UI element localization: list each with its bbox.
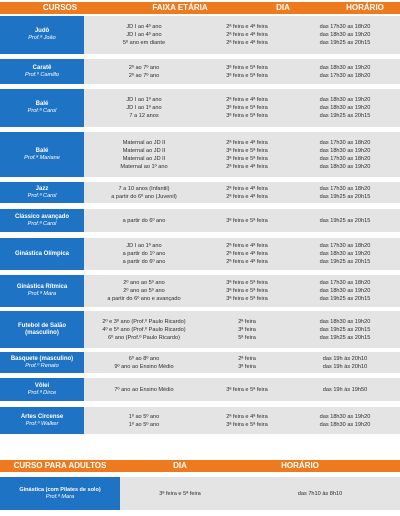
course-professor: Prof.ª Carol — [27, 192, 57, 199]
course-row — [0, 378, 400, 401]
time-slot: das 18h30 as 19h20 — [319, 32, 371, 38]
time-slot: das 19h25 as 20h15 — [319, 40, 371, 46]
age-range: JD I ao 1º ano — [126, 97, 162, 103]
time-slot: das 17h30 as 18h20 — [319, 280, 371, 286]
time-slot: das 18h30 as 19h20 — [319, 251, 371, 257]
course-row — [0, 352, 400, 373]
weekdays: 2ª feira e 4ª feira — [226, 413, 268, 420]
schedule-line — [84, 193, 400, 201]
age-range: 6º ao 8º ano — [128, 355, 160, 362]
weekdays: 3ª feira — [238, 363, 256, 370]
weekdays: 2ª feira e 4ª feira — [226, 243, 268, 249]
age-range: JD I ao 4º ano — [126, 32, 162, 38]
adult-course-professor: Prof.ª Mara — [45, 493, 75, 500]
schedule-line — [84, 112, 400, 120]
course-name: Vôlei — [34, 382, 50, 389]
schedule-line — [84, 386, 400, 394]
course-row — [0, 59, 400, 84]
age-range: Maternal ao JD II — [122, 147, 166, 154]
adult-header-horario: HORÁRIO — [281, 461, 319, 470]
time-slot: das 17h30 as 18h20 — [319, 139, 371, 146]
adult-course-schedule — [120, 477, 400, 510]
age-range: 2º ano ao 5º ano — [123, 280, 165, 286]
schedule-line — [84, 318, 400, 326]
age-range: a partir do 6º ano — [122, 217, 166, 224]
weekdays: 2ª feira — [238, 355, 256, 362]
course-schedule — [84, 16, 400, 54]
course-name: Balé — [35, 101, 49, 107]
weekdays: 2ª feira e 4ª feira — [226, 185, 268, 192]
weekdays: 2ª feira e 4ª feira — [226, 40, 268, 46]
weekdays: 5ª feira — [238, 334, 256, 341]
time-slot: das 19h25 as 20h15 — [319, 113, 371, 119]
time-slot: das 17h30 as 18h20 — [319, 72, 371, 79]
time-slot: das 18h30 as 19h20 — [319, 64, 371, 71]
schedule-line — [84, 23, 400, 31]
age-range: 9º ano ao Ensino Médio — [114, 363, 174, 370]
schedule-line — [84, 258, 400, 266]
course-row — [0, 209, 400, 232]
course-row — [0, 16, 400, 54]
schedule-line — [84, 217, 400, 225]
schedule-line — [84, 250, 400, 258]
schedule-line — [84, 287, 400, 295]
schedule-line — [84, 39, 400, 47]
schedule-line — [84, 355, 400, 363]
course-name: Futebol de Salão (masculino) — [17, 322, 66, 336]
course-row — [0, 238, 400, 270]
course-name: Judô — [34, 28, 50, 34]
age-range: Maternal ao JD II — [122, 155, 166, 162]
time-slot: das 19h às 20h10 — [322, 355, 368, 362]
course-name-cell — [0, 89, 84, 127]
schedule-line — [84, 31, 400, 39]
time-slot: das 19h25 as 20h15 — [319, 259, 371, 265]
weekdays: 3ª feira — [238, 326, 256, 333]
weekdays: 2ª feira — [238, 318, 256, 325]
course-name-cell — [0, 132, 84, 177]
age-range: JD I ao 4º ano — [126, 24, 162, 30]
schedule-line — [84, 326, 400, 334]
time-slot: das 18h30 as 19h20 — [319, 163, 371, 170]
adult-header-curso: CURSO PARA ADULTOS — [13, 461, 107, 470]
header-horario: HORÁRIO — [346, 3, 384, 12]
course-schedule — [84, 352, 400, 373]
age-range: 1º ao 5º ano — [128, 413, 160, 420]
weekdays: 3ª feira e 5ª feira — [226, 105, 268, 111]
time-slot: das 18h30 as 19h20 — [319, 105, 371, 111]
schedule-line — [84, 363, 400, 371]
course-row — [0, 182, 400, 203]
age-range: JD I ao 1º ano — [126, 105, 162, 111]
schedule-line — [84, 295, 400, 303]
course-schedule — [84, 407, 400, 434]
adult-course-name: Ginástica (com Pilates de solo) — [19, 486, 101, 493]
age-range: 7º ano ao Ensino Médio — [114, 386, 174, 393]
course-schedule — [84, 275, 400, 307]
weekdays: 2ª feira e 4ª feira — [226, 139, 268, 146]
course-name-cell — [0, 275, 84, 307]
time-slot: das 18h30 as 19h20 — [319, 413, 371, 420]
weekdays: 3ª feira e 5ª feira — [226, 155, 268, 162]
course-professor: Prof.ª Dirce — [27, 389, 57, 396]
schedule-line — [84, 139, 400, 147]
adult-header-dia: DIA — [173, 461, 187, 470]
adult-course-name-cell — [0, 477, 120, 510]
adult-time-slot: das 7h10 às 8h10 — [297, 490, 343, 497]
age-range: 2º e 3º ano (Prof.º Paulo Ricardo) — [102, 318, 186, 325]
time-slot: das 18h30 as 19h20 — [319, 318, 371, 325]
age-range: 6º ano (Prof.º Paulo Ricardo) — [108, 334, 180, 341]
age-range: 2º ao 7º ano — [128, 64, 160, 71]
time-slot: das 19h às 20h10 — [322, 363, 368, 370]
weekdays: 2ª feira e 4ª feira — [226, 259, 268, 265]
age-range: JD I ao 1º ano — [126, 243, 162, 249]
course-professor: Prof.º Walker — [25, 420, 59, 427]
time-slot: das 19h25 as 20h15 — [319, 217, 371, 224]
course-name: Jazz — [35, 185, 49, 192]
adult-weekdays: 3ª feira e 5ª feira — [159, 490, 201, 497]
course-name-cell — [0, 407, 84, 434]
schedule-line — [84, 147, 400, 155]
weekdays: 2ª feira e 4ª feira — [226, 251, 268, 257]
schedule-line — [84, 421, 400, 429]
schedule-line — [84, 334, 400, 342]
course-schedule — [84, 378, 400, 401]
age-range: 7 a 10 anos (Infantil) — [118, 185, 170, 192]
course-name-cell — [0, 311, 84, 348]
course-name-cell — [0, 59, 84, 84]
age-range: 7 a 12 anos — [129, 113, 159, 119]
course-professor: Prof.ª Carol — [27, 108, 57, 114]
course-row — [0, 132, 400, 177]
course-schedule — [84, 238, 400, 270]
course-schedule — [84, 311, 400, 348]
course-name: Artes Circense — [20, 413, 64, 420]
header-cursos: CURSOS — [42, 3, 78, 12]
weekdays: 2ª feira e 4ª feira — [226, 24, 268, 30]
time-slot: das 18h30 as 19h20 — [319, 288, 371, 294]
course-name-cell — [0, 238, 84, 270]
course-name: Balé — [35, 147, 49, 154]
course-professor: Prof.ª Mariane — [24, 154, 60, 161]
course-schedule — [84, 59, 400, 84]
time-slot: das 17h30 as 18h20 — [319, 243, 371, 249]
schedule-line — [84, 104, 400, 112]
adult-schedule-line — [120, 490, 400, 498]
course-schedule — [84, 132, 400, 177]
weekdays: 2ª feira e 4ª feira — [226, 163, 268, 170]
weekdays: 3ª feira e 5ª feira — [226, 64, 268, 71]
age-range: a partir do 6º ano — [122, 259, 166, 265]
table-header — [0, 2, 400, 14]
course-professor: Prof.º Renato — [25, 362, 59, 369]
course-row — [0, 311, 400, 348]
course-name-cell — [0, 16, 84, 54]
course-professor: Prof.ª Mara — [27, 291, 57, 297]
weekdays: 2ª feira e 4ª feira — [226, 193, 268, 200]
age-range: 4º e 5º ano (Prof.º Paulo Ricardo) — [102, 326, 186, 333]
schedule-line — [84, 64, 400, 72]
schedule-line — [84, 413, 400, 421]
schedule-line — [84, 96, 400, 104]
course-name: Clássico avançado — [14, 213, 70, 220]
course-name: Basquete (masculino) — [10, 355, 74, 362]
course-professor: Prof.ª Carol — [27, 220, 57, 227]
time-slot: das 19h25 as 20h15 — [319, 334, 371, 341]
time-slot: das 18h30 as 19h20 — [319, 97, 371, 103]
weekdays: 2ª feira e 4ª feira — [226, 97, 268, 103]
course-row — [0, 89, 400, 127]
time-slot: das 18h30 as 19h20 — [319, 147, 371, 154]
age-range: a partir do 6º ano e avançado — [107, 296, 181, 302]
header-dia: DIA — [276, 3, 290, 12]
schedule-line — [84, 72, 400, 80]
weekdays: 3ª feira e 5ª feira — [226, 217, 268, 224]
course-name-cell — [0, 182, 84, 203]
adult-course-row — [0, 477, 400, 510]
age-range: a partir do 1º ano — [122, 251, 166, 257]
course-name: Ginástica Olímpica — [14, 250, 70, 257]
weekdays: 3ª feira e 5ª feira — [226, 296, 268, 302]
time-slot: das 17h30 as 18h20 — [319, 185, 371, 192]
course-row — [0, 407, 400, 434]
age-range: 2º ano ao 5º ano — [123, 288, 165, 294]
weekdays: 2ª feira e 4ª feira — [226, 32, 268, 38]
course-name-cell — [0, 209, 84, 232]
adult-table-header — [0, 460, 400, 472]
age-range: Maternal ao JD II — [122, 139, 166, 146]
time-slot: das 19h25 as 20h15 — [319, 296, 371, 302]
age-range: 1º ao 5º ano — [128, 421, 160, 428]
course-name: Caratê — [32, 64, 52, 71]
schedule-line — [84, 185, 400, 193]
time-slot: das 18h30 as 19h20 — [319, 421, 371, 428]
course-name-cell — [0, 378, 84, 401]
header-faixa: FAIXA ETÁRIA — [152, 3, 208, 12]
time-slot: das 19h às 19h50 — [322, 386, 368, 393]
time-slot: das 17h30 as 18h20 — [319, 24, 371, 30]
age-range: 5º ano em diante — [122, 40, 166, 46]
weekdays: 3ª feira e 5ª feira — [226, 147, 268, 154]
weekdays: 3ª feira e 5ª feira — [226, 280, 268, 286]
weekdays: 3ª feira e 5ª feira — [226, 113, 268, 119]
schedule-line — [84, 163, 400, 171]
schedule-line — [84, 279, 400, 287]
schedule-line — [84, 242, 400, 250]
course-professor: Prof.ª João — [28, 35, 56, 41]
weekdays: 3ª feira e 5ª feira — [226, 421, 268, 428]
course-name-cell — [0, 352, 84, 373]
age-range: a partir do 6º ano (Juvenil) — [111, 193, 177, 200]
course-row — [0, 275, 400, 307]
course-professor: Prof.º Camillo — [24, 71, 60, 78]
time-slot: das 19h25 as 20h15 — [319, 193, 371, 200]
course-name: Ginástica Rítmica — [16, 284, 68, 290]
course-schedule — [84, 209, 400, 232]
age-range: 2º ao 7º ano — [128, 72, 160, 79]
course-schedule — [84, 182, 400, 203]
time-slot: das 19h25 as 20h15 — [319, 326, 371, 333]
weekdays: 3ª feira e 5ª feira — [226, 288, 268, 294]
weekdays: 3ª feira e 5ª feira — [226, 386, 268, 393]
time-slot: das 17h30 as 18h20 — [319, 155, 371, 162]
age-range: Maternal ao 1º ano — [120, 163, 168, 170]
course-schedule — [84, 89, 400, 127]
weekdays: 3ª feira e 5ª feira — [226, 72, 268, 79]
schedule-line — [84, 155, 400, 163]
